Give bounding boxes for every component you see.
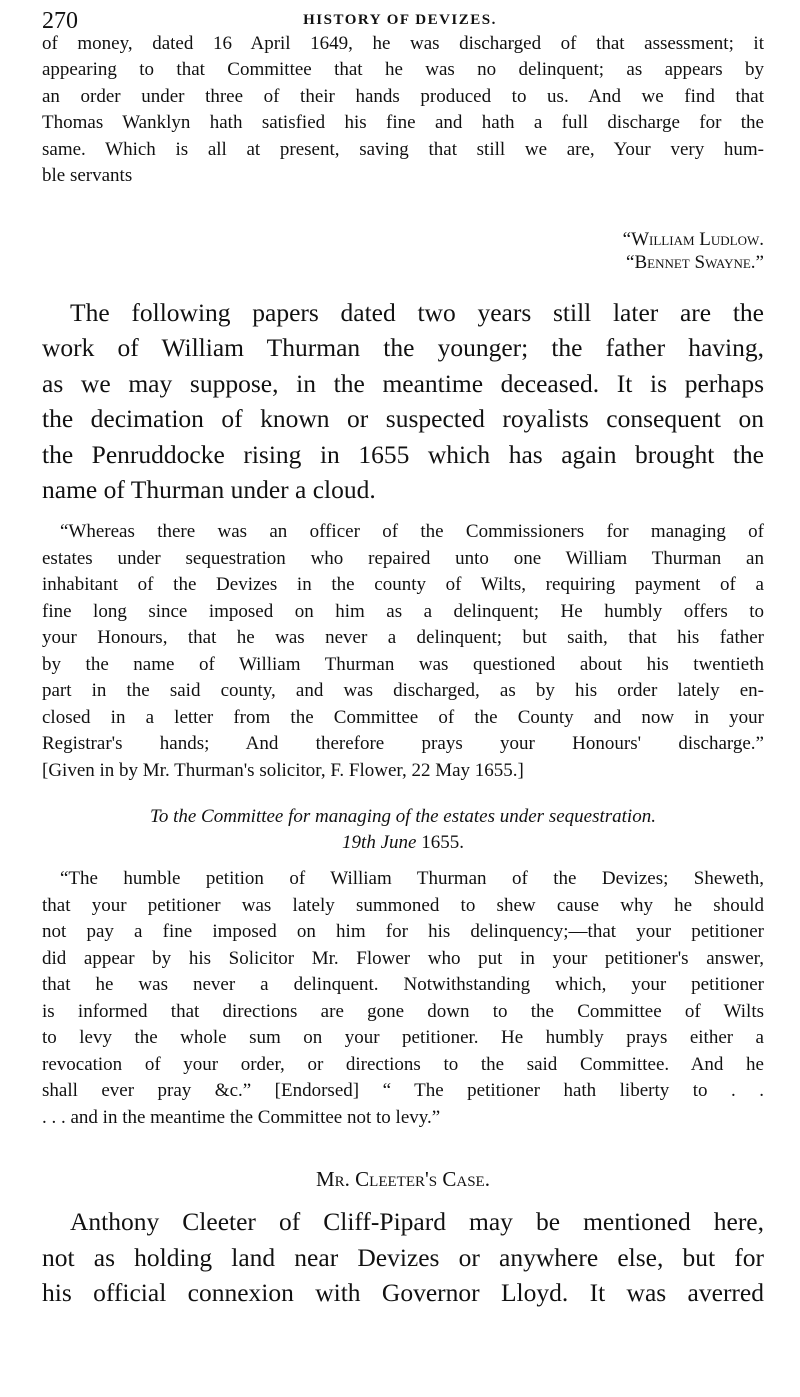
text-line: not as holding land near Devizes or anywhere else, but for [42,1242,764,1272]
quote-line: is informed that directions are gone down to the Committee of Wilts [42,1000,764,1022]
signature: “Bennet Swayne.” [626,252,764,273]
running-head: HISTORY OF DEVIZES. [303,12,497,28]
text-line: The following papers dated two years still later are the [70,298,764,327]
quote-line: fine long since imposed on him as a delinquent; He humbly offers to [42,600,764,622]
quote-line: that your petitioner was lately summoned to shew cause why he should [42,894,764,916]
quote-line: your Honours, that he was never a delinquent; but saith, that his father [42,627,764,648]
quote-line: estates under sequestration who repaired unto one William Thurman an [42,547,764,569]
text-line: Anthony Cleeter of Cliff-Pipard may be mentioned here, [70,1207,764,1236]
text-line: Thomas Wanklyn hath satisfied his fine and hath a full discharge for the [42,112,764,134]
quote-line: that he was never a delinquent. Notwithstanding which, your petitioner [42,974,764,995]
text-line: work of William Thurman the younger; the father having, [42,333,764,363]
text-line: the decimation of known or suspected royalists consequent on [42,404,764,434]
section-heading: Mr. Cleeter's Case. [316,1167,490,1191]
date-day: 19th June [342,832,417,853]
quote-line: Registrar's hands; And therefore prays your Honours' discharge.” [42,733,764,754]
text-line: the Penruddocke rising in 1655 which has again brought the [42,439,764,469]
quote-line: revocation of your order, or directions to the said Committee. And he [42,1053,764,1075]
quote-line: not pay a fine imposed on him for his delinquency;—that your petitioner [42,921,764,942]
text-line: name of Thurman under a cloud. [42,475,376,504]
signature: “William Ludlow. [622,229,764,250]
quote-line: closed in a letter from the Committee of the County and now in your [42,706,764,728]
quote-line: shall ever pray &c.” [Endorsed] “ The petitioner hath liberty to . . [42,1080,764,1101]
text-line: as we may suppose, in the meantime deceased. It is perhaps [42,368,764,398]
quote-line: . . . and in the meantime the Committee not to levy.” [42,1106,441,1128]
quote-line: inhabitant of the Devizes in the county of Wilts, requiring payment of a [42,574,764,595]
quote-line: to levy the whole sum on your petitioner. He humbly prays either a [42,1027,764,1048]
quote-line: did appear by his Solicitor Mr. Flower who put in your petitioner's answer, [42,947,764,969]
date-line [42,832,764,854]
text-line: ble servants [42,165,133,186]
text-line: an order under three of their hands produced to us. And we find that [42,85,764,107]
quote-line: “The humble petition of William Thurman of the Devizes; Sheweth, [60,868,764,889]
quote-line: [Given in by Mr. Thurman's solicitor, F. Flower, 22 May 1655.] [42,759,524,781]
quote-line: part in the said county, and was discharged, as by his order lately en- [42,680,764,701]
address-line: To the Committee for managing of the estates under sequestration. [150,806,656,827]
text-line: appearing to that Committee that he was no delinquent; as appears by [42,59,764,81]
text-line: same. Which is all at present, saving that still we are, Your very hum- [42,138,764,160]
quote-line: “Whereas there was an officer of the Commissioners for managing of [60,521,764,542]
page-number: 270 [42,8,78,34]
text-line: his official connexion with Governor Lloyd. It was averred [42,1278,764,1308]
quote-line: by the name of William Thurman was questioned about his twentieth [42,653,764,675]
date-year: 1655. [421,832,464,853]
text-line: of money, dated 16 April 1649, he was discharged of that assessment; it [42,33,764,54]
